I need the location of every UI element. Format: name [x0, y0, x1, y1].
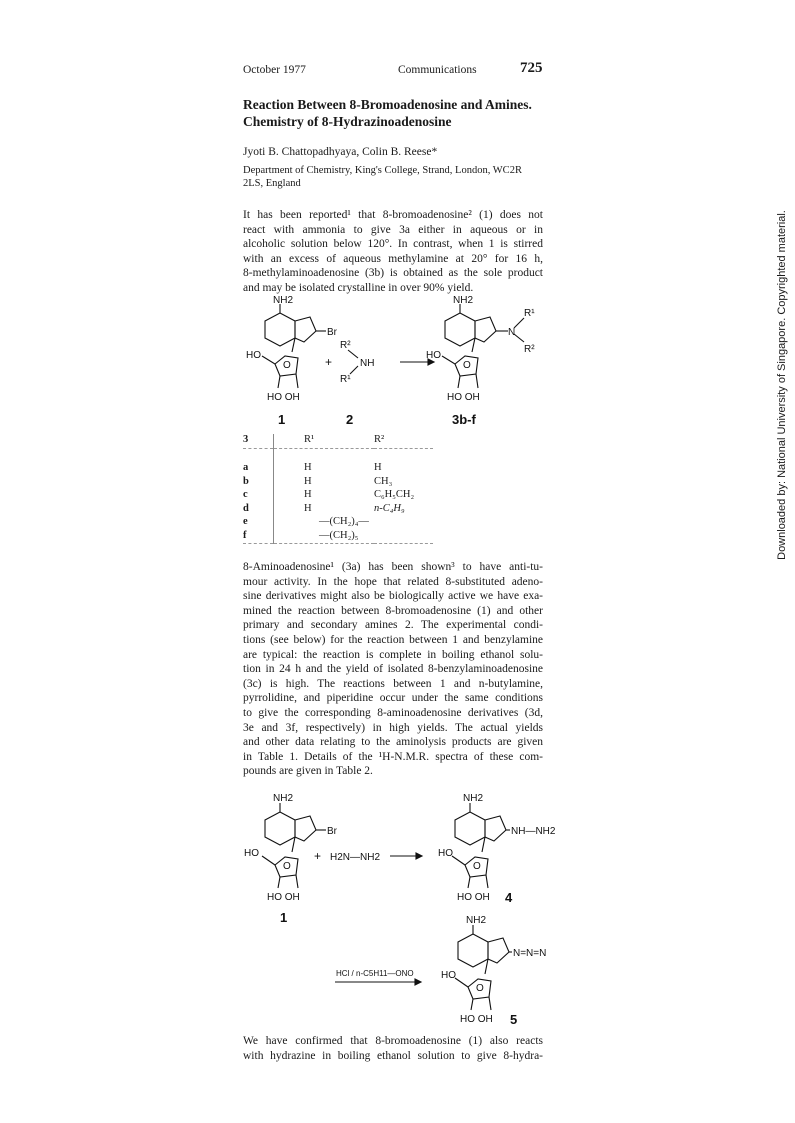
p1-line: alcoholic solution below 120°. In contrast, when 1 is stirred — [243, 238, 543, 251]
paragraph-1 — [243, 208, 543, 296]
hooh-label: HO OH — [460, 1014, 493, 1025]
header-section: Communications — [398, 64, 477, 76]
paragraph-3 — [243, 1034, 543, 1063]
br-label: Br — [327, 826, 337, 837]
ring-o-label: O — [463, 360, 471, 371]
p2-line: sine derivatives might also be biologically active we have exa- — [243, 590, 543, 603]
affiliation — [243, 164, 553, 190]
p2-line: mour activity. In the hope that related 8-substituted adeno- — [243, 575, 543, 588]
compound-label-1: 1 — [280, 910, 288, 925]
p2-line: and other data relating to the aminolysis products are given — [243, 736, 543, 749]
table-row: f —(CH₂)₅ — [243, 530, 433, 544]
ring-o-label: O — [283, 861, 291, 872]
p2-line: primary and secondary amines 2. The experimental condi- — [243, 619, 543, 632]
ring-o-label: O — [476, 983, 484, 994]
download-watermark: Downloaded by: National University of Singapore. Copyrighted material. — [776, 210, 788, 560]
azide-label: N=N=N — [513, 948, 547, 959]
r1-label: R¹ — [524, 308, 535, 319]
ring-o-label: O — [473, 861, 481, 872]
title-line-1: Reaction Between 8-Bromoadenosine and Amines. — [243, 97, 532, 112]
table-row: b H CH₃ — [243, 476, 433, 490]
p1-line: 8-methylaminoadenosine (3b) is obtained as the sole product — [243, 267, 543, 280]
authors: Jyoti B. Chattopadhyaya, Colin B. Reese* — [243, 146, 438, 158]
compound-label-2: 2 — [346, 412, 354, 427]
nh-label: NH — [360, 358, 375, 369]
compound-label-5: 5 — [510, 1012, 518, 1027]
p2-line: pounds are given in Table 2. — [243, 765, 373, 778]
table-row: a H H — [243, 462, 433, 476]
p2-line: to give the corresponding 8-aminoadenosine derivatives (3d, — [243, 706, 543, 719]
table-row: c H C₆H₅CH₂ — [243, 489, 433, 503]
r2-label: R² — [340, 340, 351, 351]
table-header: 3 — [243, 434, 249, 445]
hooh-label: HO OH — [267, 892, 300, 903]
p2-line: are typical: the reaction is complete in boiling ethanol solu- — [243, 648, 543, 661]
n-label: N — [508, 327, 516, 338]
reagent-label: HCl / n-C5H11—ONO — [336, 969, 414, 978]
p1-line: react with ammonia to give 3a either in aqueous or in — [243, 223, 543, 236]
table-header: R¹ — [274, 434, 375, 448]
compound-label-4: 4 — [505, 890, 513, 905]
p1-line: It has been reported¹ that 8-bromoadenosine² (1) does not — [243, 209, 543, 221]
header-date: October 1977 — [243, 64, 306, 76]
table-header: R² — [374, 434, 385, 445]
hooh-label: HO OH — [447, 392, 480, 403]
title-line-2: Chemistry of 8-Hydrazinoadenosine — [243, 114, 452, 129]
p2-line: mined the reaction between 8-bromoadenosine (1) and other — [243, 604, 543, 617]
br-label: Br — [327, 327, 337, 338]
substituent-table — [243, 434, 433, 558]
nh2-label: NH2 — [453, 296, 474, 306]
affiliation-line-2: 2LS, England — [243, 178, 301, 189]
p2-line: tion in 24 h and the yield of isolated 8-benzylaminoadenosine — [243, 663, 543, 676]
ho-label: HO — [441, 970, 456, 981]
p3-line: We have confirmed that 8-bromoadenosine (1) also reacts — [243, 1035, 543, 1047]
nh2-label: NH2 — [273, 296, 294, 306]
ho-label: HO — [244, 848, 259, 859]
table-row: e —(CH₂)₄— — [243, 516, 433, 530]
table-row: d H n-C₄H₉ — [243, 503, 433, 517]
hooh-label: HO OH — [457, 892, 490, 903]
r2-label: R² — [524, 344, 535, 355]
scheme-1 — [240, 296, 560, 431]
affiliation-line-1: Department of Chemistry, King's College, Strand, London, WC2R — [243, 165, 522, 176]
ho-label: HO — [426, 350, 441, 361]
nh2-label: NH2 — [463, 793, 484, 804]
p3-line: with hydrazine in boiling ethanol solution to give 8-hydra- — [243, 1049, 543, 1062]
scheme-2 — [240, 790, 560, 1030]
r1-label: R¹ — [340, 374, 351, 385]
page-number: 725 — [520, 60, 543, 76]
p2-line: 8-Aminoadenosine¹ (3a) has been shown³ to have anti-tu- — [243, 561, 543, 573]
p2-line: in Table 1. Details of the ¹H-N.M.R. spectra of these com- — [243, 750, 543, 763]
ho-label: HO — [246, 350, 261, 361]
p1-line: and may be isolated crystalline in over 90% yield. — [243, 281, 474, 294]
p1-line: with an excess of aqueous methylamine at 20° for 16 h, — [243, 252, 543, 265]
ring-o-label: O — [283, 360, 291, 371]
nh2-label: NH2 — [273, 793, 294, 804]
plus-sign: + — [325, 355, 333, 369]
compound-label-1: 1 — [278, 412, 286, 427]
paragraph-2 — [243, 560, 543, 779]
hydrazine-label: H2N—NH2 — [330, 852, 381, 863]
hydrazino-label: NH—NH2 — [511, 826, 556, 837]
p2-line: (3c) is high. The reactions between 1 and n-butylamine, — [243, 677, 543, 690]
article-title — [243, 96, 553, 130]
plus-sign: + — [314, 849, 322, 863]
compound-label-3bf: 3b-f — [452, 412, 476, 427]
p2-line: 3e and 3f, respectively) in high yields. The actual yields — [243, 721, 543, 734]
nh2-label: NH2 — [466, 915, 487, 926]
ho-label: HO — [438, 848, 453, 859]
p2-line: tions (see below) for the reaction between 1 and benzylamine — [243, 633, 543, 646]
p2-line: pyrrolidine, and piperidine occur under the same conditions — [243, 692, 543, 705]
hooh-label: HO OH — [267, 392, 300, 403]
